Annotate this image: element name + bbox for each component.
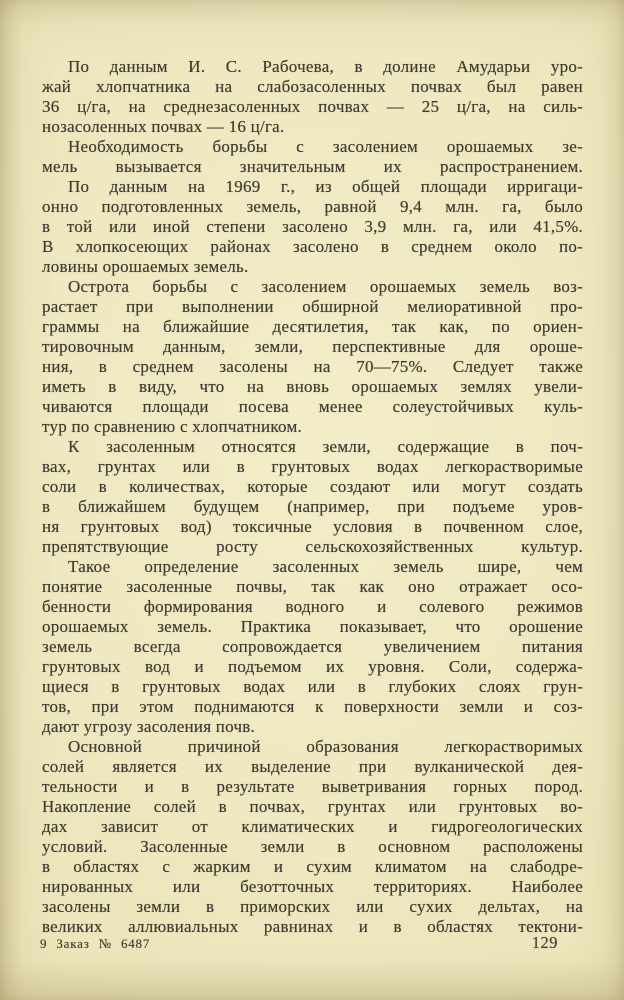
text-line: В хлопкосеющих районах засолено в среднем около по-	[42, 237, 583, 256]
text-line: орошаемых земель. Практика показывает, что орошение	[42, 617, 583, 636]
print-order-label: 9 Заказ № 6487	[40, 936, 151, 951]
text-line: тов, при этом поднимаются к поверхности земли и соз-	[42, 697, 583, 716]
text-line: нированных или безотточных территориях. Наиболее	[42, 877, 583, 896]
text-line: ловины орошаемых земель.	[42, 257, 249, 276]
text-line: иметь в виду, что на вновь орошаемых землях увели-	[42, 377, 583, 396]
page-number: 129	[531, 933, 558, 952]
text-line: По данным на 1969 г., из общей площади ирригаци-	[68, 177, 583, 196]
text-line: ня грунтовых вод) токсичные условия в почвенном слое,	[42, 517, 583, 536]
text-line: Острота борьбы с засолением орошаемых земель воз-	[68, 277, 583, 296]
text-line: Основной причиной образования легкорастворимых	[68, 737, 583, 756]
text-line: великих аллювиальных равнинах и в областях тектони-	[42, 917, 583, 936]
text-line: в ближайшем будущем (например, при подъеме уров-	[42, 497, 583, 516]
text-line: понятие засоленные почвы, так как оно отражает осо-	[42, 577, 583, 596]
text-line: условий. Засоленные земли в основном расположены	[42, 837, 583, 856]
text-line: Необходимость борьбы с засолением орошаемых зе-	[68, 137, 583, 156]
text-line: вах, грунтах или в грунтовых водах легкорастворимые	[42, 457, 583, 476]
text-line: солей является их выделение при вулканической дея-	[42, 757, 583, 776]
text-line: тельности и в результате выветривания горных пород.	[42, 777, 583, 796]
text-line: дах зависит от климатических и гидрогеологических	[42, 817, 583, 836]
text-line: растает при выполнении обширной мелиоративной про-	[42, 297, 583, 316]
text-line: чиваются площади посева менее солеустойчивых куль-	[42, 397, 583, 416]
text-line: препятствующие росту сельскохозяйственных культур.	[42, 537, 583, 556]
text-line: щиеся в грунтовых водах или в глубоких слоях грун-	[42, 677, 583, 696]
text-line: соли в количествах, которые создают или могут создать	[42, 477, 583, 496]
text-line: Накопление солей в почвах, грунтах или грунтовых во-	[42, 797, 583, 816]
text-block	[42, 57, 583, 937]
text-line: грунтовых вод и подъемом их уровня. Соли, содержа-	[42, 657, 583, 676]
text-line: мель вызывается значительным их распространением.	[42, 157, 583, 176]
text-line: дают угрозу засоления почв.	[42, 717, 256, 736]
text-line: в областях с жарким и сухим климатом на слабодре-	[42, 857, 583, 876]
text-line: земель всегда сопровождается увеличением питания	[42, 637, 583, 656]
text-line: тур по сравнению с хлопчатником.	[42, 417, 302, 436]
text-line: тировочным данным, земли, перспективные для ороше-	[42, 337, 583, 356]
text-line: граммы на ближайшие десятилетия, так как, по ориен-	[42, 317, 583, 336]
text-line: По данным И. С. Рабочева, в долине Амударьи уро-	[68, 57, 583, 76]
text-line: нозасоленных почвах — 16 ц/га.	[42, 117, 285, 136]
text-line: жай хлопчатника на слабозасоленных почвах был равен	[42, 77, 583, 96]
text-line: К засоленным относятся земли, содержащие в поч-	[68, 437, 583, 456]
text-line: бенности формирования водного и солевого режимов	[42, 597, 583, 616]
text-line: засолены земли в приморских или сухих дельтах, на	[42, 897, 583, 916]
text-line: 36 ц/га, на среднезасоленных почвах — 25 ц/га, на силь-	[42, 97, 583, 116]
text-line: в той или иной степени засолено 3,9 млн. га, или 41,5%.	[42, 217, 583, 236]
text-line: онно подготовленных земель, равной 9,4 млн. га, было	[42, 197, 583, 216]
text-line: Такое определение засоленных земель шире, чем	[68, 557, 583, 576]
text-line: ния, в среднем засолены на 70—75%. Следует также	[42, 357, 583, 376]
page-footer	[40, 933, 583, 953]
